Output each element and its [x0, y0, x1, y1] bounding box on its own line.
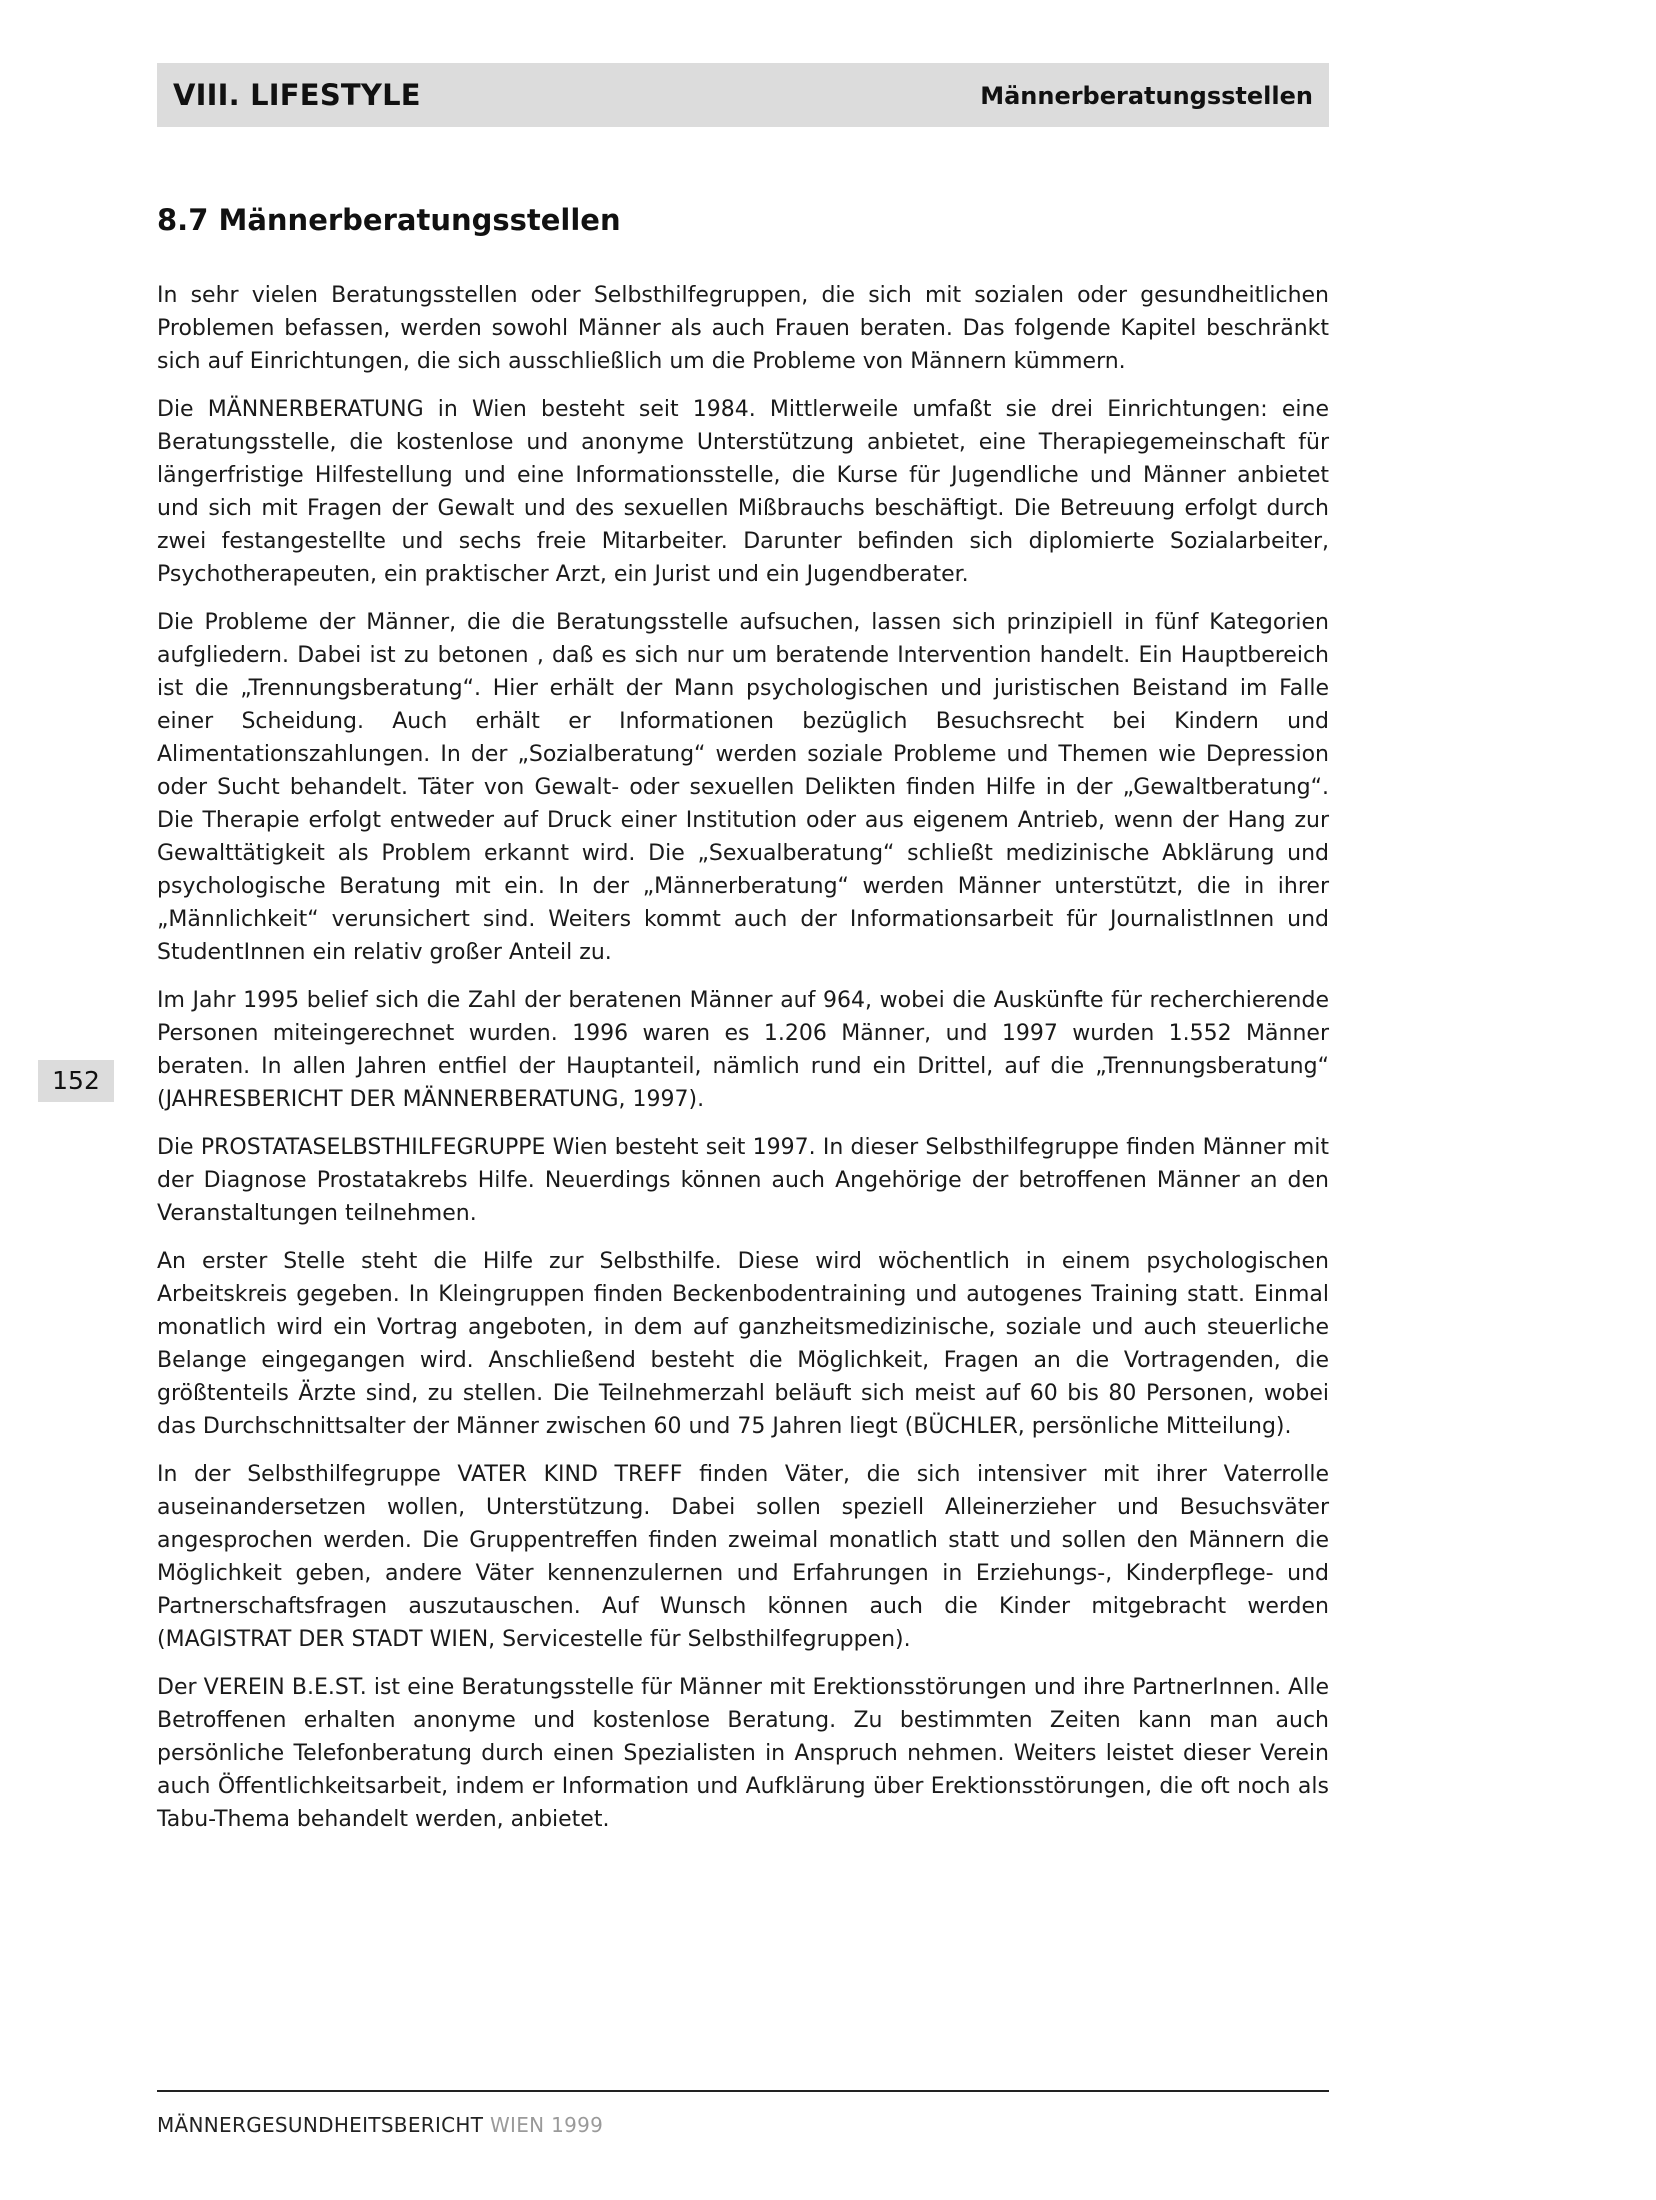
paragraph-intro: In sehr vielen Beratungsstellen oder Selbsthilfegruppen, die sich mit sozialen oder gesundheitlichen Problemen befassen, werden sowohl Männer als auch Frauen beraten. Das folgende Kapitel beschränkt sich auf Einrichtungen, die sich ausschließlich um die Probleme von Männern kümmern.: [157, 283, 1329, 374]
paragraph-prostata-group: Die PROSTATASELBSTHILFEGRUPPE Wien besteht seit 1997. In dieser Selbsthilfegruppe finden Männer mit der Diagnose Prostatakrebs Hilfe. Neuerdings können auch Angehörige der betroffenen Männer an den Veranstaltungen teilnehmen.: [157, 1135, 1329, 1226]
section-title: Männerberatungsstellen: [980, 82, 1313, 110]
footer-divider: [157, 2090, 1329, 2092]
paragraph-maennerberatung: Die MÄNNERBERATUNG in Wien besteht seit 1984. Mittlerweile umfaßt sie drei Einrichtungen: eine Beratungsstelle, die kostenlose und anonyme Unterstützung anbietet, eine Therapiegemeinschaft für längerfristige Hilfestellung und eine Informationsstelle, die Kurse für Jugendliche und Männer anbietet und sich mit Fragen der Gewalt und des sexuellen Mißbrauchs beschäftigt. Die Betreuung erfolgt durch zwei festangestellte und sechs freie Mitarbeiter. Darunter befinden sich diplomierte Sozialarbeiter, Psychotherapeuten, ein praktischer Arzt, ein Jurist und ein Jugendberater.: [157, 397, 1329, 587]
paragraph-problem-categories: Die Probleme der Männer, die die Beratungsstelle aufsuchen, lassen sich prinzipiell in fünf Kategorien aufgliedern. Dabei ist zu betonen , daß es sich nur um beratende Intervention handelt. Ein Hauptbereich ist die „Trennungsberatung“. Hier erhält der Mann psychologischen und juristischen Beistand im Falle einer Scheidung. Auch erhält er Informationen bezüglich Besuchsrecht bei Kindern und Alimentationszahlungen. In der „Sozialberatung“ werden soziale Probleme und Themen wie Depression oder Sucht behandelt. Täter von Gewalt- oder sexuellen Delikten finden Hilfe in der „Gewaltberatung“. Die Therapie erfolgt entweder auf Druck einer Institution oder aus eigenem Antrieb, wenn der Hang zur Gewalttätigkeit als Problem erkannt wird. Die „Sexualberatung“ schließt medizinische Abklärung und psychologische Beratung mit ein. In der „Männerberatung“ werden Männer unterstützt, die in ihrer „Männlichkeit“ verunsichert sind. Weiters kommt auch der Informationsarbeit für JournalistInnen und StudentInnen ein relativ großer Anteil zu.: [157, 610, 1329, 965]
footer-title: MÄNNERGESUNDHEITSBERICHT: [157, 2113, 484, 2137]
paragraph-verein-best: Der VEREIN B.E.ST. ist eine Beratungsstelle für Männer mit Erektionsstörungen und ihre PartnerInnen. Alle Betroffenen erhalten anonyme und kostenlose Beratung. Zu bestimmten Zeiten kann man auch persönliche Telefonberatung durch einen Spezialisten in Anspruch nehmen. Weiters leistet dieser Verein auch Öffentlichkeitsarbeit, indem er Information und Aufklärung über Erektionsstörungen, die oft noch als Tabu-Thema behandelt werden, anbietet.: [157, 1675, 1329, 1832]
paragraph-selbsthilfe: An erster Stelle steht die Hilfe zur Selbsthilfe. Diese wird wöchentlich in einem psychologischen Arbeitskreis gegeben. In Kleingruppen finden Beckenbodentraining und autogenes Training statt. Einmal monatlich wird ein Vortrag angeboten, in dem auf ganzheitsmedizinische, soziale und auch steuerliche Belange eingegangen wird. Anschließend besteht die Möglichkeit, Fragen an die Vortragenden, die größtenteils Ärzte sind, zu stellen. Die Teilnehmerzahl beläuft sich meist auf 60 bis 80 Personen, wobei das Durchschnittsalter der Männer zwischen 60 und 75 Jahren liegt (BÜCHLER, persönliche Mitteilung).: [157, 1249, 1329, 1439]
running-footer: [157, 2113, 603, 2137]
paragraph-statistics: Im Jahr 1995 belief sich die Zahl der beratenen Männer auf 964, wobei die Auskünfte für recherchierende Personen miteingerechnet wurden. 1996 waren es 1.206 Männer, und 1997 wurden 1.552 Männer beraten. In allen Jahren entfiel der Hauptanteil, nämlich rund ein Drittel, auf die „Trennungsberatung“ (JAHRESBERICHT DER MÄNNERBERATUNG, 1997).: [157, 988, 1329, 1112]
page-number: 152: [38, 1060, 114, 1102]
footer-city-year: WIEN 1999: [489, 2113, 604, 2137]
body-text: [157, 279, 1329, 1851]
running-header: [157, 63, 1329, 127]
chapter-title: VIII. LIFESTYLE: [173, 78, 421, 112]
section-heading: 8.7 Männerberatungsstellen: [157, 203, 621, 237]
paragraph-vater-kind-treff: In der Selbsthilfegruppe VATER KIND TREFF finden Väter, die sich intensiver mit ihrer Vaterrolle auseinandersetzen wollen, Unterstützung. Dabei sollen speziell Alleinerzieher und Besuchsväter angesprochen werden. Die Gruppentreffen finden zweimal monatlich statt und sollen den Männern die Möglichkeit geben, andere Väter kennenzulernen und Erfahrungen in Erziehungs-, Kinderpflege- und Partnerschaftsfragen auszutauschen. Auf Wunsch können auch die Kinder mitgebracht werden (MAGISTRAT DER STADT WIEN, Servicestelle für Selbsthilfegruppen).: [157, 1462, 1329, 1652]
